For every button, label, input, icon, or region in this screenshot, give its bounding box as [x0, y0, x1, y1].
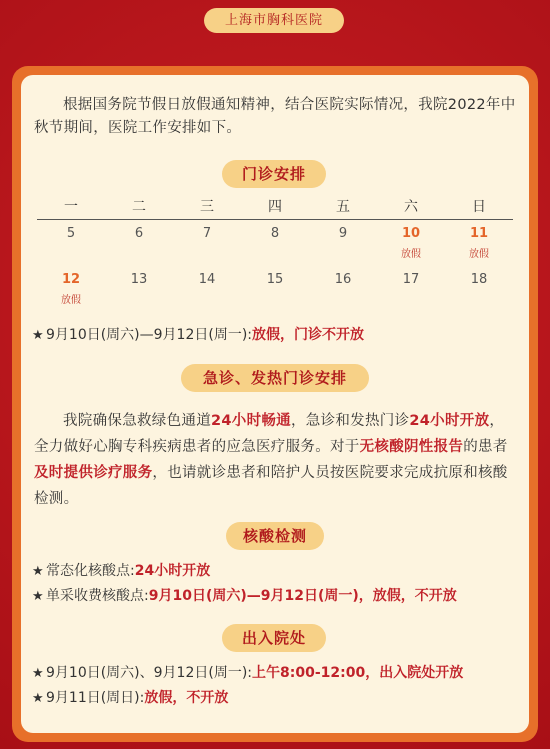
calendar-day [377, 266, 445, 312]
outpatient-notice [32, 325, 364, 346]
weekday-label: 一 [64, 199, 78, 215]
section-title-admission: 出入院处 [222, 624, 326, 652]
nucleic-line-1 [32, 561, 210, 582]
emer-text-1: 我院确保急救绿色通道 [63, 413, 211, 429]
star-icon: ★ [32, 589, 44, 604]
star-icon: ★ [32, 691, 44, 706]
day-number: 9 [338, 226, 348, 241]
weekday-label: 日 [472, 199, 486, 215]
section-title-emergency: 急诊、发热门诊安排 [181, 364, 369, 392]
calendar-weekday-header [37, 197, 513, 220]
hospital-name-badge: 上海市胸科医院 [204, 8, 344, 33]
day-number: 7 [202, 226, 212, 241]
day-number: 16 [334, 272, 352, 287]
star-icon: ★ [32, 328, 44, 343]
holiday-note: 放假 [401, 249, 421, 260]
day-number: 11 [469, 226, 489, 241]
calendar-day [105, 220, 173, 266]
weekday-label: 五 [336, 199, 350, 215]
holiday-calendar [37, 197, 513, 312]
emer-highlight-4: 及时提供诊疗服务 [34, 465, 153, 481]
section-title-outpatient: 门诊安排 [222, 160, 326, 188]
nucleic-1-prefix: 常态化核酸点: [46, 563, 135, 579]
emer-highlight-1: 24小时畅通 [211, 413, 291, 429]
notice-prefix: 9月10日(周六)—9月12日(周一): [46, 327, 253, 343]
admission-2-highlight: 放假，不开放 [144, 690, 229, 706]
nucleic-1-highlight: 24小时开放 [134, 563, 211, 579]
section-title-nucleic: 核酸检测 [226, 522, 324, 550]
calendar-week-row [37, 266, 513, 312]
calendar-day [37, 266, 105, 312]
admission-1-prefix: 9月10日(周六)、9月12日(周一): [46, 665, 253, 681]
calendar-day [241, 266, 309, 312]
nucleic-2-highlight: 9月10日(周六)—9月12日(周一)，放假，不开放 [148, 588, 457, 604]
calendar-day [173, 220, 241, 266]
emer-text-4: 的患者 [463, 439, 508, 455]
emer-highlight-3: 无核酸阴性报告 [359, 439, 464, 455]
day-number: 13 [130, 272, 148, 287]
calendar-day [309, 220, 377, 266]
intro-paragraph: 根据国务院节假日放假通知精神，结合医院实际情况，我院2022年中秋节期间，医院工作安排如下。 [34, 97, 516, 136]
day-number: 5 [66, 226, 76, 241]
calendar-day [309, 266, 377, 312]
emer-text-3: ，全力做好心胸专科疾病患者的应急医疗服务。对于 [34, 413, 505, 455]
weekday-label: 二 [132, 199, 146, 215]
weekday-label: 六 [404, 199, 418, 215]
calendar-day [173, 266, 241, 312]
star-icon: ★ [32, 666, 44, 681]
admission-1-highlight: 上午8:00-12:00，出入院处开放 [252, 665, 464, 681]
calendar-week-row [37, 220, 513, 266]
star-icon: ★ [32, 564, 44, 579]
weekday-label: 三 [200, 199, 214, 215]
nucleic-2-prefix: 单采收费核酸点: [46, 588, 149, 604]
day-number: 6 [134, 226, 144, 241]
emer-text-2: ，急诊和发热门诊 [290, 413, 410, 429]
emer-text-5: ，也请就诊患者和陪护人员按医院要求完成抗原和核酸检测。 [34, 465, 508, 507]
calendar-day [445, 266, 513, 312]
day-number: 17 [402, 272, 420, 287]
day-number: 18 [470, 272, 488, 287]
day-number: 14 [198, 272, 216, 287]
weekday-label: 四 [268, 199, 282, 215]
calendar-day [377, 220, 445, 266]
day-number: 15 [266, 272, 284, 287]
nucleic-line-2 [32, 586, 457, 607]
emer-highlight-2: 24小时开放 [409, 413, 490, 429]
emergency-paragraph [34, 408, 518, 512]
calendar-day [37, 220, 105, 266]
calendar-day [241, 220, 309, 266]
notice-highlight: 放假，门诊不开放 [252, 327, 365, 343]
admission-line-2 [32, 688, 228, 709]
day-number: 10 [401, 226, 421, 241]
holiday-note: 放假 [61, 295, 81, 306]
holiday-note: 放假 [469, 249, 489, 260]
admission-2-prefix: 9月11日(周日): [46, 690, 145, 706]
calendar-day [445, 220, 513, 266]
calendar-day [105, 266, 173, 312]
calendar-body [37, 220, 513, 312]
day-number: 12 [61, 272, 81, 287]
admission-line-1 [32, 663, 463, 684]
day-number: 8 [270, 226, 280, 241]
